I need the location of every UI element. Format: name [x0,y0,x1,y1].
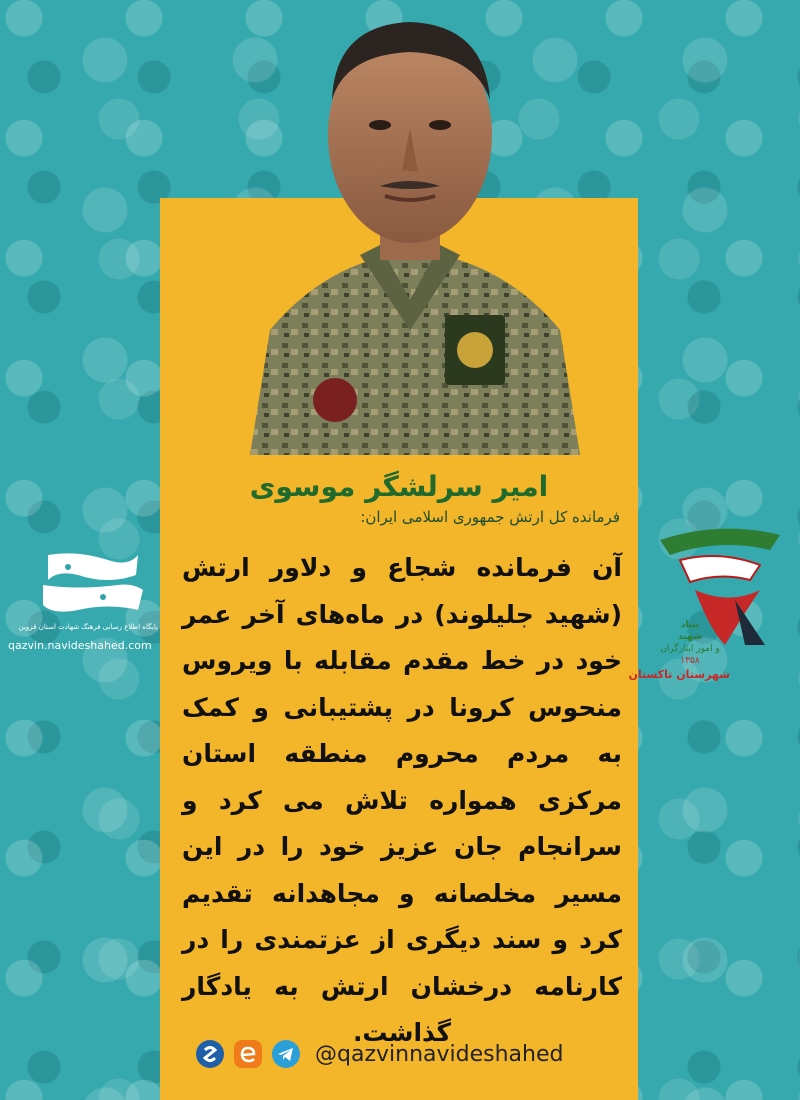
logo-year: ۱۳۵۸ [680,656,700,666]
social-handle[interactable]: @qazvinnavideshahed [315,1041,564,1067]
logo-tagline: پایگاه اطلاع رسانی فرهنگ شهادت استان قزوین [18,623,158,631]
logo-line-2: شهید [678,632,702,642]
dove-emblem-icon [650,520,790,650]
eitaa-icon[interactable] [233,1039,263,1069]
person-title: فرمانده کل ارتش جمهوری اسلامی ایران: [360,508,620,526]
logo-line-1: بنیاد [680,620,700,630]
navideshahed-logo-mark [8,545,158,620]
website-link[interactable]: qazvin.navideshahed.com [8,639,152,652]
telegram-icon[interactable] [271,1039,301,1069]
portrait-photo [240,0,580,455]
person-name: امیر سرلشگر موسوی [249,470,549,503]
logo-line-3: و امور ایثارگران [660,644,720,654]
navideshahed-logo[interactable] [8,545,158,665]
bonyad-shahid-logo [628,520,790,700]
logo-line-4: شهرستان تاکستان [628,668,730,681]
soroush-icon[interactable] [195,1039,225,1069]
quote-text: آن فرمانده شجاع و دلاور ارتش (شهید جلیلوند) در ماه‌های آخر عمر خود در خط مقدم مقابله با ویروس منحوس کرونا در پشتیبانی و کمک به مردم محروم منطقه استان مرکزی همواره تلاش می کرد و سرانجام جان عزیز خود را در این مسیر مخلصانه و مجاهدانه تقدیم کرد و سند دیگری از عزتمندی را در کارنامه درخشان ارتش به یادگار گذاشت. [182,553,622,1047]
social-footer [195,1036,563,1072]
